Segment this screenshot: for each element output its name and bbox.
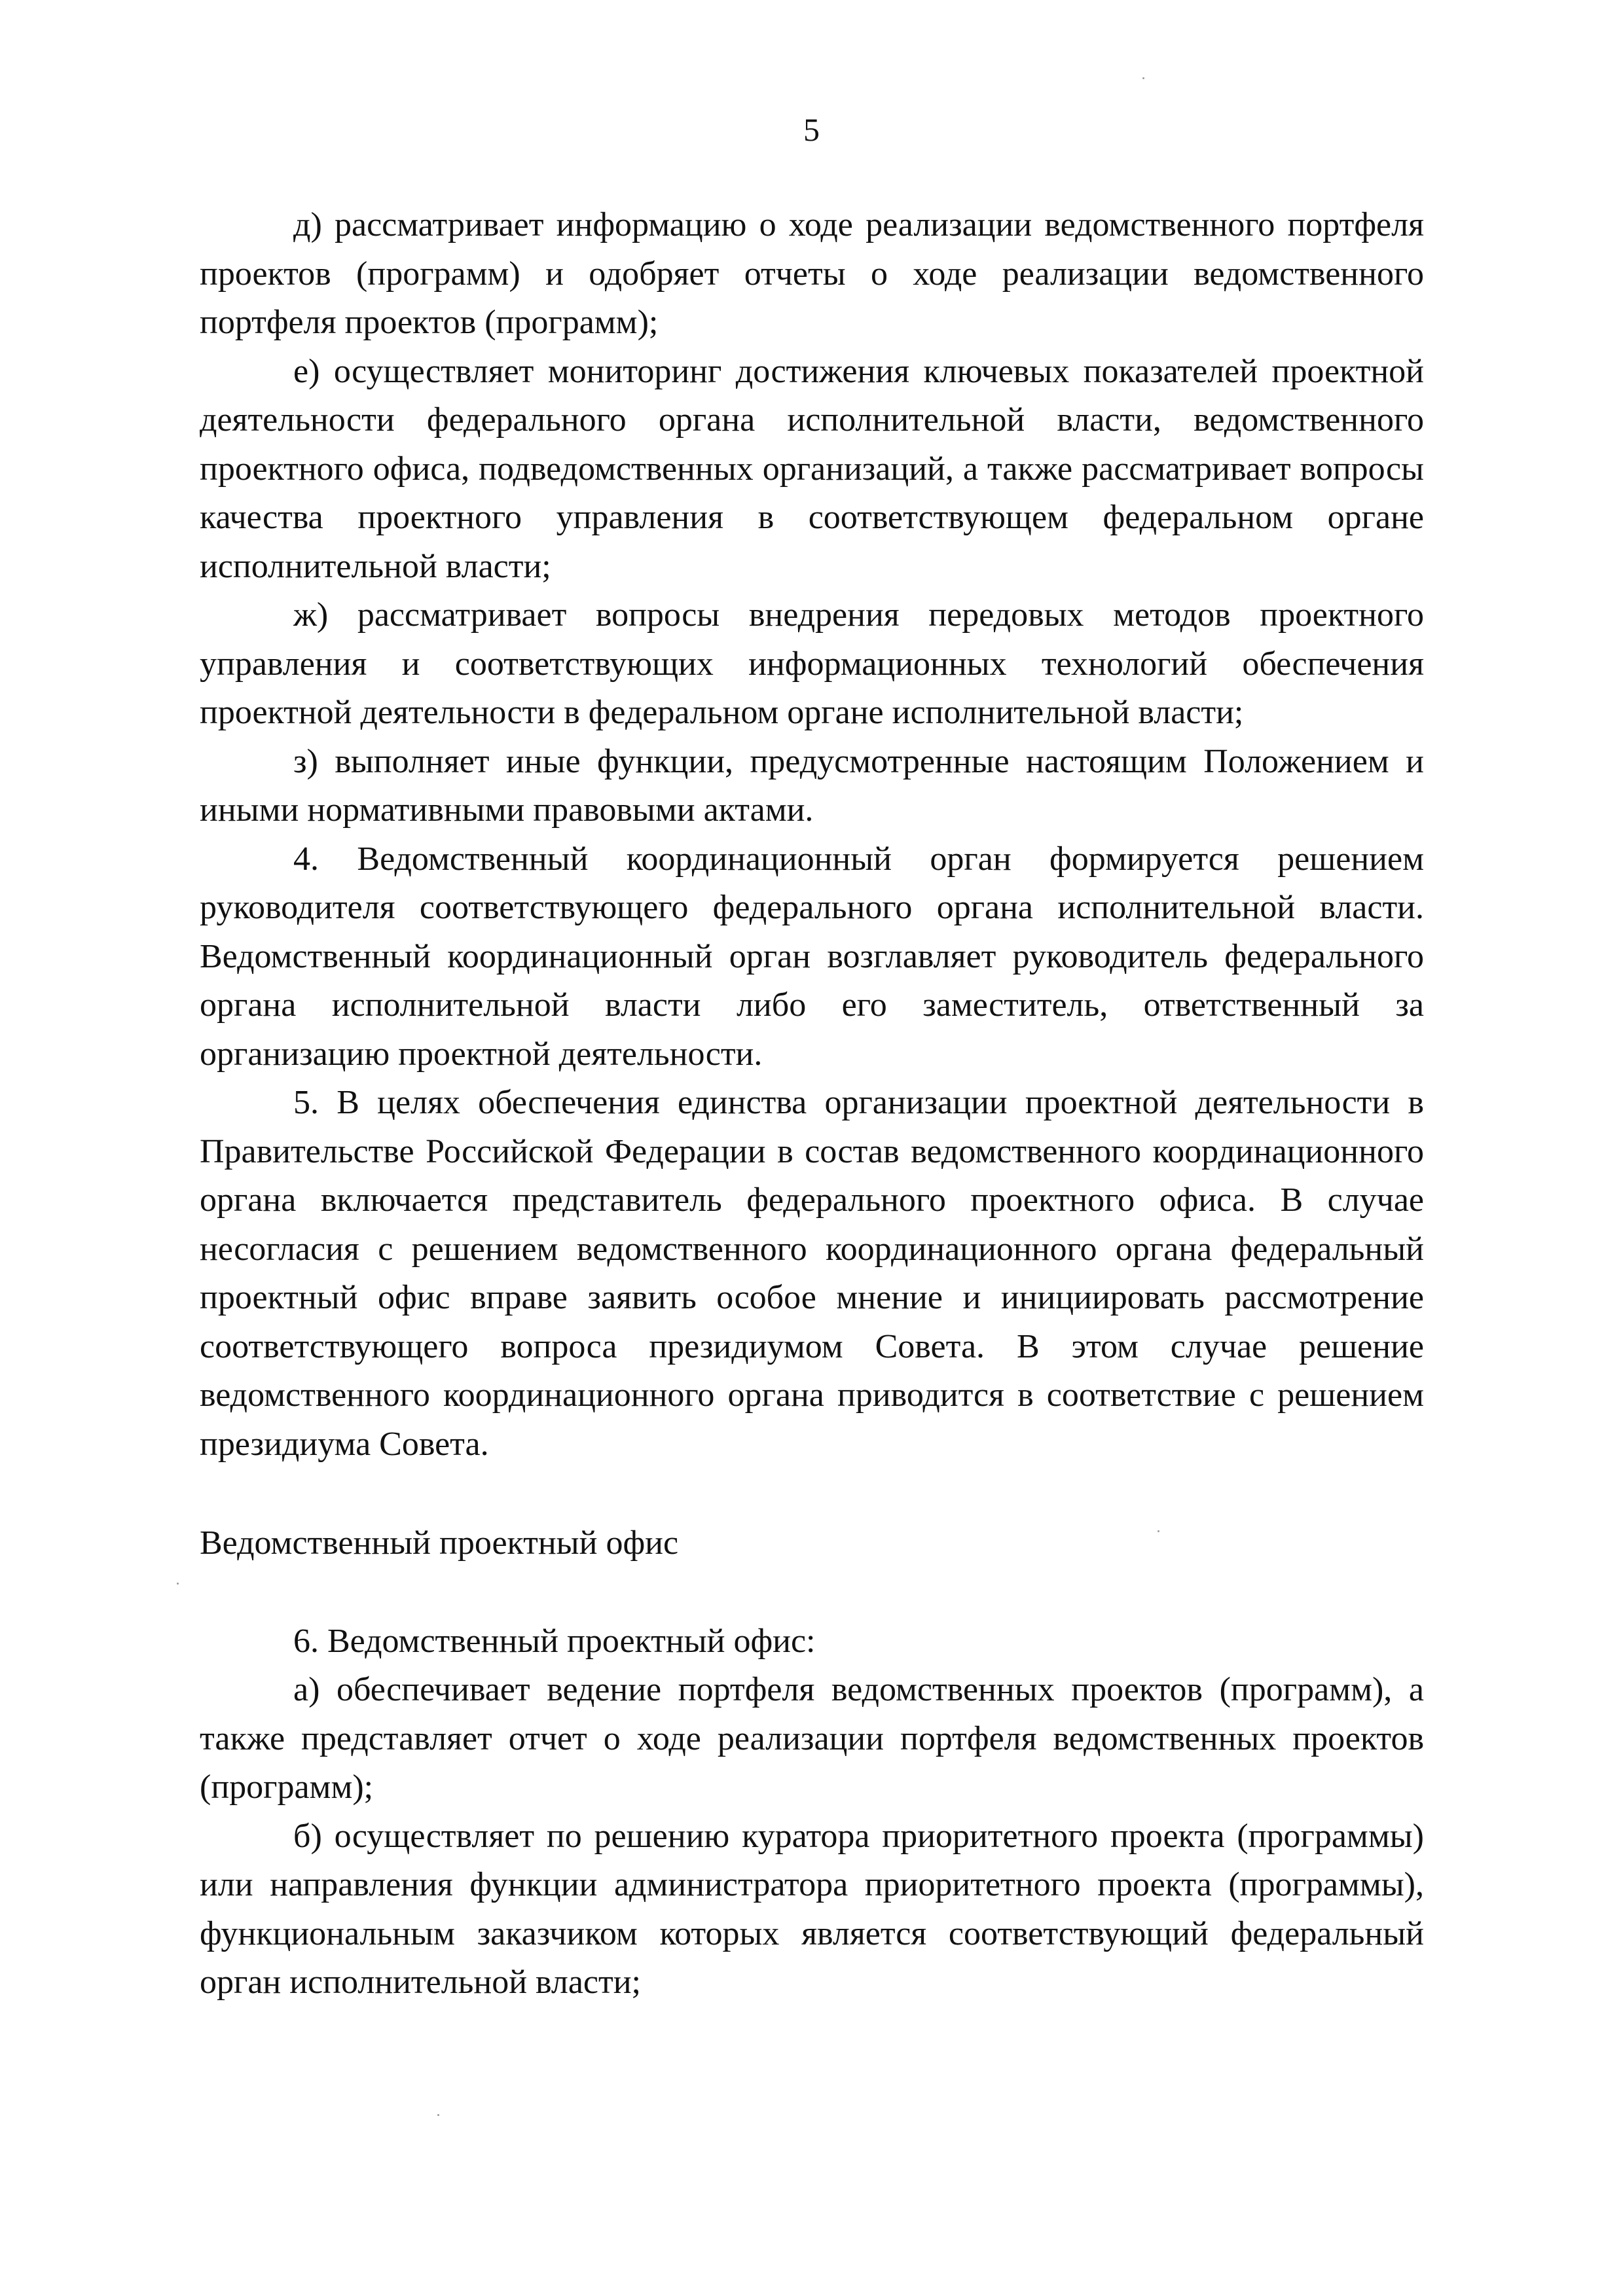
document-body xyxy=(200,201,1424,2007)
scan-speck xyxy=(1142,77,1144,79)
paragraph-6: 6. Ведомственный проектный офис: xyxy=(293,1622,816,1660)
paragraph-zh: ж) рассматривает вопросы внедрения передовых методов проектного управления и соответствующих информационных технологий обеспечения проектной деятельности в федеральном органе исполнительной власти; xyxy=(200,596,1424,731)
scan-speck xyxy=(437,2114,439,2116)
page-number: 5 xyxy=(803,111,820,148)
paragraph-z: з) выполняет иные функции, предусмотренные настоящим Положением и иными нормативными правовыми актами. xyxy=(200,742,1424,829)
section-heading: Ведомственный проектный офис xyxy=(200,1524,679,1562)
paragraph-d: д) рассматривает информацию о ходе реализации ведомственного портфеля проектов (программ) и одобряет отчеты о ходе реализации ведомственного портфеля проектов (программ); xyxy=(200,206,1424,341)
paragraph-5: 5. В целях обеспечения единства организации проектной деятельности в Правительстве Российской Федерации в состав ведомственного координационного органа включается представитель федерального проектного офиса. В случае несогласия с решением ведомственного координационного органа федеральный проектный офис вправе заявить особое мнение и инициировать рассмотрение соответствующего вопроса президиумом Совета. В этом случае решение ведомственного координационного органа приводится в соответствие с решением президиума Совета. xyxy=(200,1084,1424,1463)
scan-speck xyxy=(177,1583,179,1585)
scan-speck xyxy=(1158,1530,1159,1532)
paragraph-6b: б) осуществляет по решению куратора приоритетного проекта (программы) или направления функции администратора приоритетного проекта (программы), функциональным заказчиком которых является соответствующий федеральный орган исполнительной власти; xyxy=(200,1817,1424,2001)
paragraph-6a: а) обеспечивает ведение портфеля ведомственных проектов (программ), а также представляет отчет о ходе реализации портфеля ведомственных проектов (программ); xyxy=(200,1671,1424,1806)
paragraph-e: е) осуществляет мониторинг достижения ключевых показателей проектной деятельности федерального органа исполнительной власти, ведомственного проектного офиса, подведомственных организаций, а также рассматривает вопросы качества проектного управления в соответствующем федеральном органе исполнительной власти; xyxy=(200,352,1424,585)
paragraph-4: 4. Ведомственный координационный орган формируется решением руководителя соответствующего федерального органа исполнительной власти. Ведомственный координационный орган возглавляет руководитель федерального органа исполнительной власти либо его заместитель, ответственный за организацию проектной деятельности. xyxy=(200,840,1424,1073)
